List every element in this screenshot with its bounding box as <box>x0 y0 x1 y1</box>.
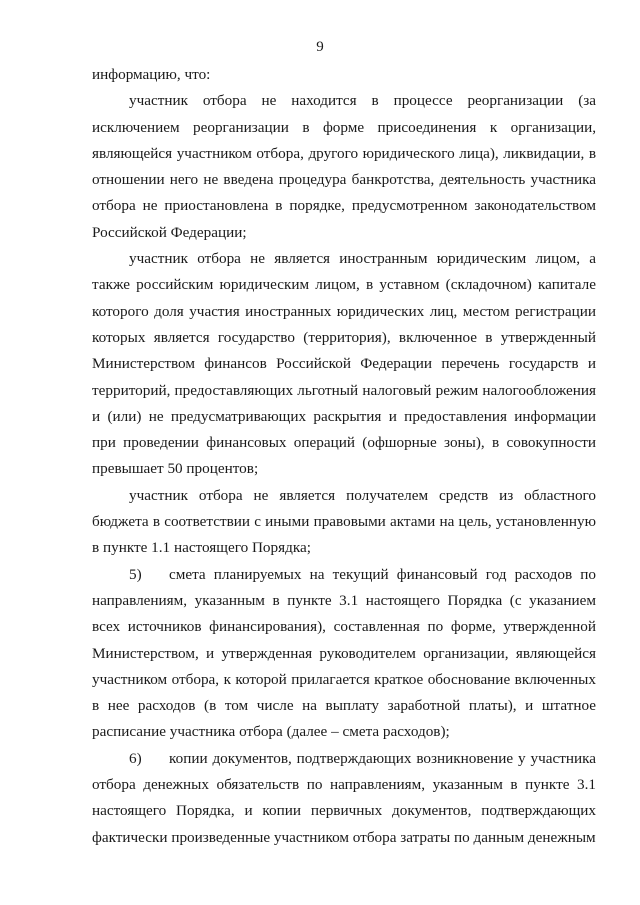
paragraph-text: информацию, что: <box>92 66 211 83</box>
page-number: 9 <box>316 39 324 55</box>
list-item-number: 6) <box>129 749 142 767</box>
list-item-5 <box>92 562 596 746</box>
paragraph-foreign-entity <box>92 246 596 483</box>
paragraph-text: копии документов, подтверждающих возникновение у участника отбора денежных обязательств по направлениям, указанным в пункте 3.1 настоящего Порядка, и копии первичных документов, подтверждающих фактически произведенные участником отбора затраты по данным денежным <box>92 749 596 846</box>
paragraph-reorganization <box>92 88 596 246</box>
list-item-6 <box>92 746 596 851</box>
document-body <box>92 62 596 851</box>
paragraph-text: участник отбора не является иностранным юридическим лицом, а также российским юридическим лицом, в уставном (складочном) капитале которого доля участия иностранных юридических лиц, местом регистрации которых является государство (территория), включенное в утвержденный Министерством финансов Российской Федерации перечень государств и территорий, предоставляющих льготный налоговый режим налогообложения и (или) не предусматривающих раскрытия и предоставления информации при проведении финансовых операций (офшорные зоны), в совокупности превышает 50 процентов; <box>92 250 596 478</box>
paragraph-text: участник отбора не является получателем средств из областного бюджета в соответствии с иными правовыми актами на цель, установленную в пункте 1.1 настоящего Порядка; <box>92 486 596 557</box>
paragraph-regional-budget <box>92 483 596 562</box>
paragraph-text: смета планируемых на текущий финансовый год расходов по направлениям, указанным в пункте 3.1 настоящего Порядка (с указанием всех источников финансирования), составленная по форме, утвержденной Министерством, и утвержденная руководителем организации, являющейся участником отбора, к которой прилагается краткое обоснование включенных в нее расходов (в том числе на выплату заработной платы), и штатное расписание участника отбора (далее – смета расходов); <box>92 565 596 741</box>
list-item-number: 5) <box>129 565 142 583</box>
paragraph-intro <box>92 62 596 88</box>
paragraph-text: участник отбора не находится в процессе реорганизации (за исключением реорганизации в форме присоединения к организации, являющейся участником отбора, другого юридического лица), ликвидации, в отношении него не введена процедура банкротства, деятельность участника отбора не приостановлена в порядке, предусмотренном законодательством Российской Федерации; <box>92 92 596 241</box>
